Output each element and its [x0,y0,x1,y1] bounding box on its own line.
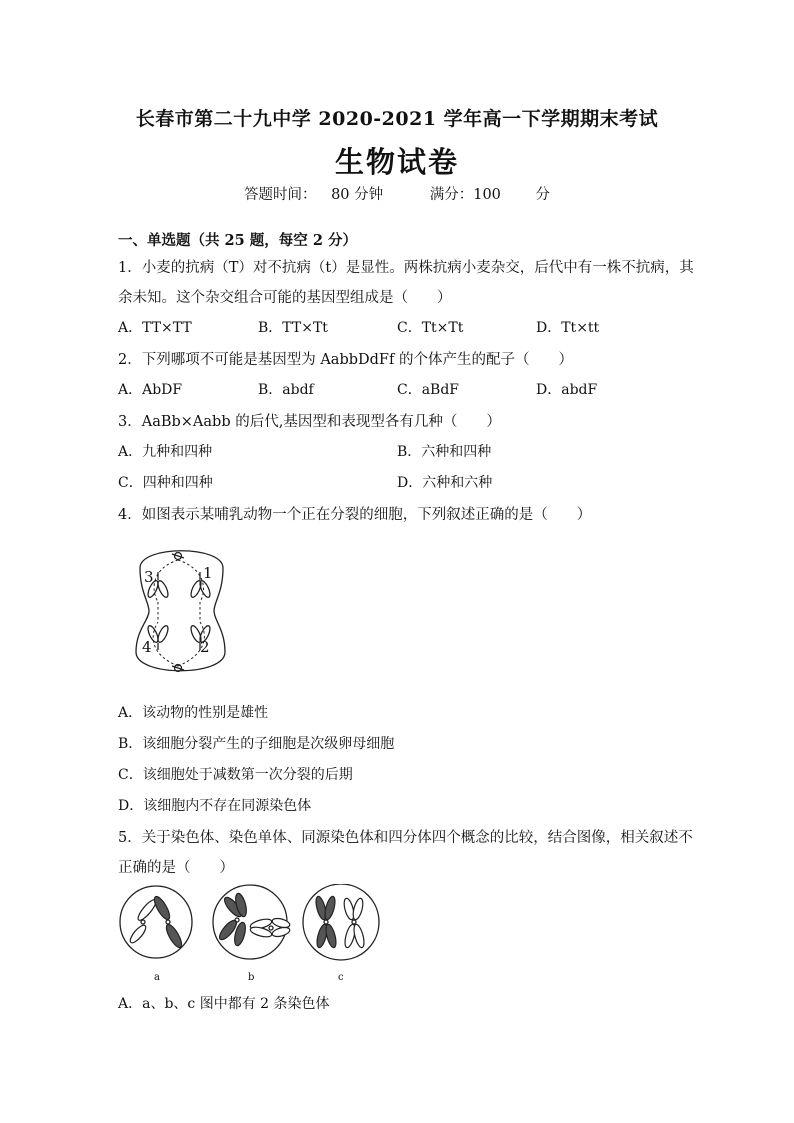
q5-stem-line1: 5．关于染色体、染色单体、同源染色体和四分体四个概念的比较，结合图像，相关叙述不 [118,830,693,846]
q2-option-a[interactable]: A．AbDF [118,382,183,398]
spindle-fiber-middle [158,602,200,622]
exam-title: 长春市第二十九中学 2020-2021 学年高一下学期期末考试 [135,108,659,130]
centriole-top [172,553,184,560]
q3-stem: 3．AaBb×Aabb 的后代,基因型和表现型各有几种（ ） [118,414,501,430]
figure-label-3: 3 [144,568,154,586]
q3-option-c[interactable]: C．四种和四种 [118,475,213,491]
q2-option-b[interactable]: B．abdf [258,382,314,398]
q5-option-a[interactable]: A．a、b、c 图中都有 2 条染色体 [118,996,330,1012]
q5-stem-line2: 正确的是（ ） [118,860,234,876]
q5-chromosome-figures [116,884,386,984]
figure-label-4: 4 [142,638,152,656]
cell-a [120,886,192,958]
q1-stem-line1: 1．小麦的抗病（T）对不抗病（t）是显性。两株抗病小麦杂交，后代中有一株不抗病，其 [118,260,694,276]
figure-label-2: 2 [200,638,210,656]
q3-option-b[interactable]: B．六种和四种 [397,444,492,460]
q4-option-a[interactable]: A．该动物的性别是雄性 [118,705,269,721]
figure-label-c: c [338,972,344,983]
figure-label-a: a [154,972,160,983]
time-label: 答题时间： [243,187,317,203]
q4-option-c[interactable]: C．该细胞处于减数第一次分裂的后期 [118,767,353,783]
time-value: 80 分钟 [331,187,384,203]
cell-b [213,885,291,959]
q1-option-d[interactable]: D．Tt×tt [536,320,600,336]
q4-option-d[interactable]: D．该细胞内不存在同源染色体 [118,798,312,814]
q1-option-a[interactable]: A．TT×TT [118,320,192,336]
q3-option-d[interactable]: D．六种和六种 [397,475,493,491]
q2-stem: 2．下列哪项不可能是基因型为 AabbDdFf 的个体产生的配子（ ） [118,352,573,368]
q2-option-c[interactable]: C．aBdF [397,382,460,398]
exam-info [0,183,794,204]
q4-cell-figure [128,540,238,682]
q4-option-b[interactable]: B．该细胞分裂产生的子细胞是次级卵母细胞 [118,736,395,752]
q1-option-c[interactable]: C．Tt×Tt [397,320,464,336]
score-unit: 分 [535,187,551,203]
section-heading: 一、单选题（共 25 题，每空 2 分） [118,232,357,249]
figure-label-1: 1 [203,564,213,582]
q2-option-d[interactable]: D．abdF [536,382,598,398]
score-label: 满分：100 [429,187,501,203]
q1-stem-line2: 余未知。这个杂交组合可能的基因型组成是（ ） [118,290,452,306]
q3-option-a[interactable]: A．九种和四种 [118,444,213,460]
figure-label-b: b [248,972,255,983]
cell-c [303,884,379,960]
q4-stem: 4．如图表示某哺乳动物一个正在分裂的细胞，下列叙述正确的是（ ） [118,507,592,523]
q1-option-b[interactable]: B．TT×Tt [258,320,328,336]
subject-title: 生物试卷 [334,145,459,179]
